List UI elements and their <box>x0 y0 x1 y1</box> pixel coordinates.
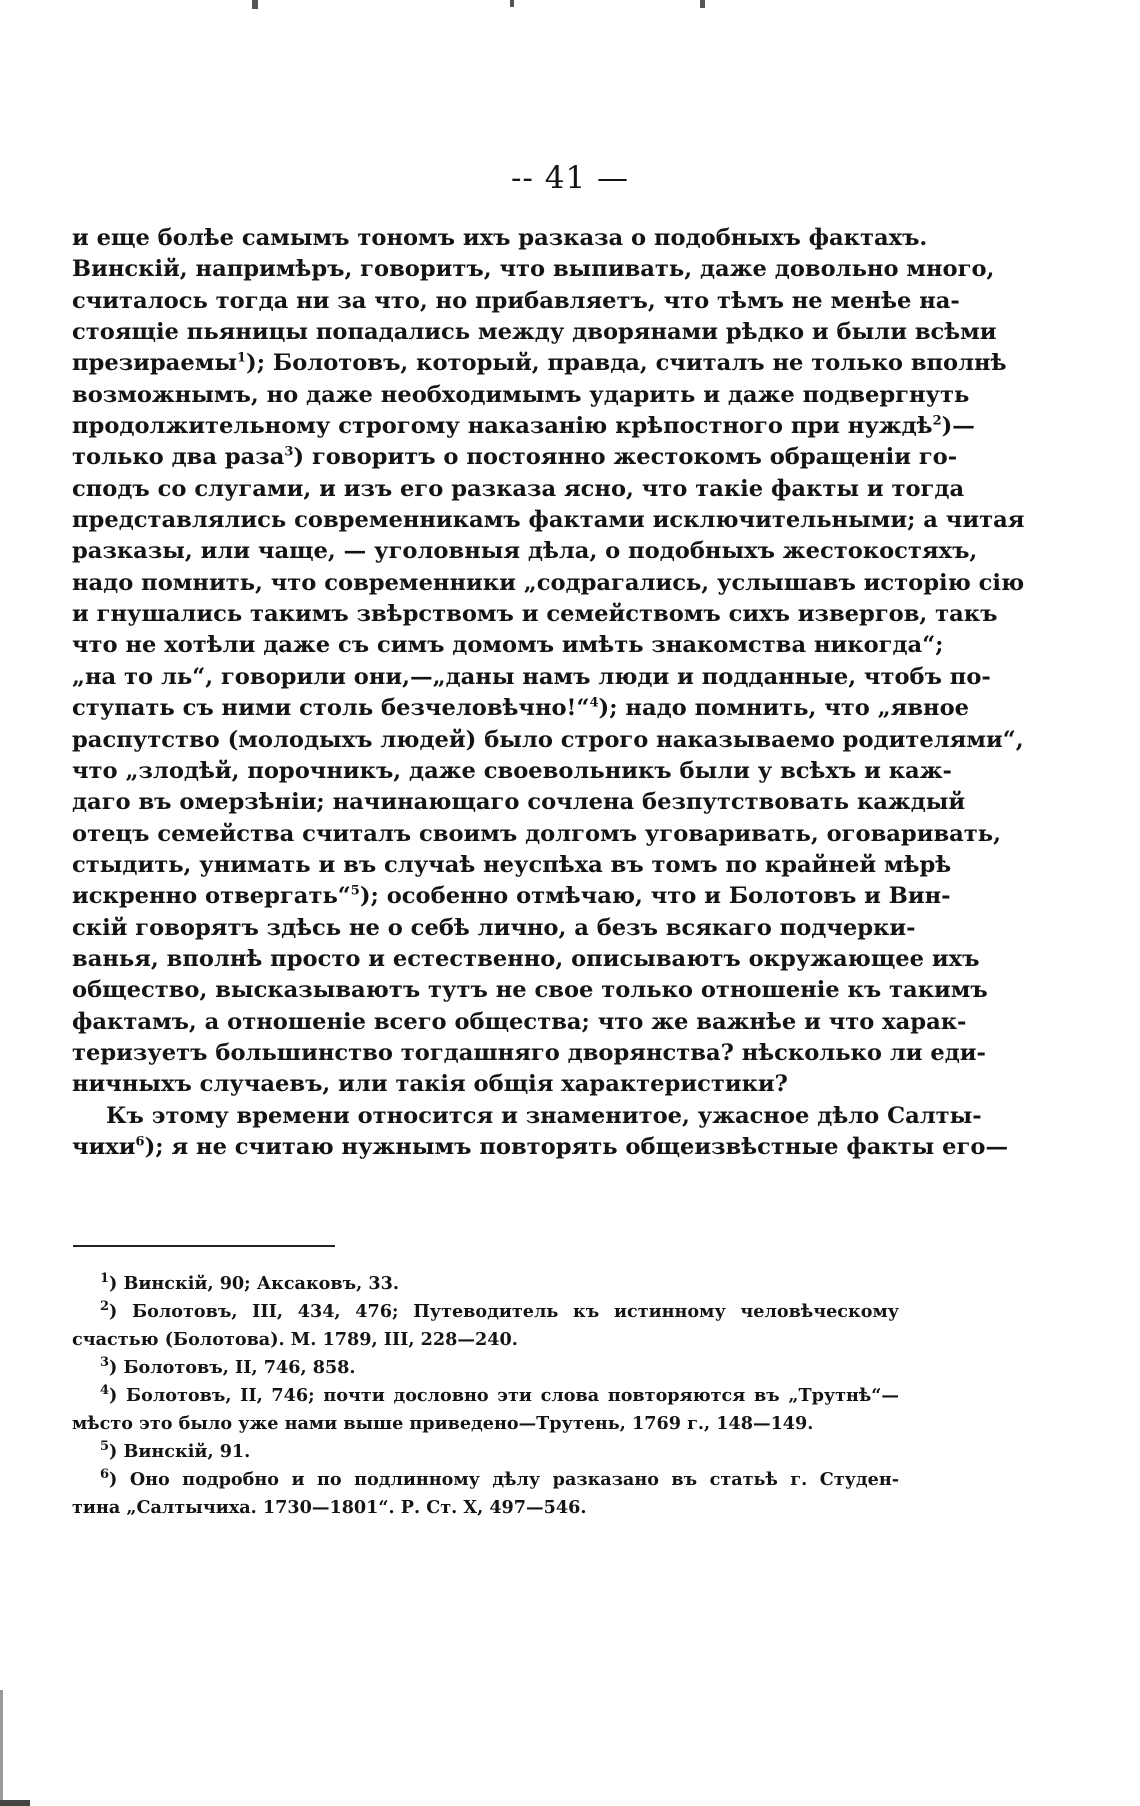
footnote-reference: 2 <box>932 413 942 429</box>
text-line-content: продолжительному строгому наказанію крѣпостного при нуждѣ <box>72 413 933 440</box>
footnote-line <box>100 1382 899 1410</box>
footnote-line <box>100 1270 899 1298</box>
text-line-content: ничныхъ случаевъ, или такія общія характеристики? <box>72 1071 788 1098</box>
text-line <box>72 380 970 411</box>
text-line-content: что не хотѣли даже съ симъ домомъ имѣть знакомства никогда“; <box>72 632 944 659</box>
text-line <box>72 599 998 630</box>
footnote-text: ) Болотовъ, III, 434, 476; Путеводитель къ истинному человѣческому <box>109 1301 899 1322</box>
text-line <box>72 756 952 787</box>
text-line <box>72 630 944 661</box>
text-line-continuation: ); особенно отмѣчаю, что и Болотовъ и Вин- <box>359 883 951 910</box>
text-line <box>72 819 1002 850</box>
text-line <box>72 254 995 285</box>
text-line-content: ванья, вполнѣ просто и естественно, описываютъ окружающее ихъ <box>72 945 980 972</box>
text-line <box>72 348 1007 379</box>
footnote-reference: 4 <box>589 695 599 711</box>
footnote-line <box>100 1466 899 1494</box>
text-line-content: только два раза <box>72 444 285 471</box>
footnote <box>72 1382 899 1438</box>
text-line <box>72 975 988 1006</box>
text-line-content: распутство (молодыхъ людей) было строго наказываемо родителями“, <box>72 726 1024 753</box>
text-line-content: ступать съ ними столь безчеловѣчно!“ <box>72 695 590 722</box>
text-line-content: разказы, или чаще, — уголовныя дѣла, о подобныхъ жестокостяхъ, <box>72 538 978 565</box>
text-line <box>72 1007 967 1038</box>
text-line-content: чихи <box>72 1133 136 1160</box>
text-line <box>72 568 1025 599</box>
footnote <box>100 1354 899 1382</box>
text-line-content: надо помнить, что современники „содрагались, услышавъ исторію сію <box>72 569 1025 596</box>
text-line-content: даго въ омерзѣніи; начинающаго сочлена безпутствовать каждый <box>72 789 966 816</box>
text-line-continuation: ); надо помнить, что „явное <box>598 695 970 722</box>
text-line <box>72 913 916 944</box>
scan-top-edge <box>0 0 1140 12</box>
footnote-line <box>100 1438 899 1466</box>
text-line-content: скій говорятъ здѣсь не о себѣ лично, а безъ всякаго подчерки- <box>72 914 916 941</box>
text-line <box>72 1101 982 1132</box>
text-line-content: стыдить, унимать и въ случаѣ неуспѣха въ томъ по крайней мѣрѣ <box>72 851 952 878</box>
text-line <box>72 317 997 348</box>
footnote <box>72 1466 899 1522</box>
text-line <box>72 787 966 818</box>
text-line-continuation: )— <box>941 413 975 440</box>
text-line <box>72 1132 1009 1163</box>
footnote <box>100 1270 899 1298</box>
footnote-text: ) Оно подробно и по подлинному дѣлу разказано въ статьѣ г. Студен- <box>109 1469 899 1490</box>
text-line <box>72 693 970 724</box>
text-line <box>72 442 958 473</box>
text-line <box>72 286 960 317</box>
text-line-continuation: ); Болотовъ, который, правда, считалъ не только вполнѣ <box>246 350 1007 377</box>
text-line <box>72 536 978 567</box>
text-line <box>72 850 952 881</box>
footnote-line <box>72 1410 899 1438</box>
footnote-reference: 1 <box>236 350 247 366</box>
footnote-text: мѣсто это было уже нами выше приведено—Трутень, 1769 г., 148—149. <box>72 1413 814 1434</box>
text-line-content: презираемы <box>72 350 237 377</box>
text-line-content: „на то ль“, говорили они,—„даны намъ люди и подданные, чтобъ по- <box>72 663 991 690</box>
footnote <box>100 1438 899 1466</box>
footnote-number: 6 <box>100 1467 110 1483</box>
footnote-text: ) Болотовъ, II, 746; почти дословно эти слова повторяются въ „Трутнѣ“— <box>109 1385 899 1406</box>
text-line-content: что „злодѣй, порочникъ, даже своевольникъ были у всѣхъ и каж- <box>72 757 952 784</box>
text-line-continuation: ) говоритъ о постоянно жестокомъ обращеніи го- <box>293 444 958 471</box>
text-line-content: и гнушались такимъ звѣрствомъ и семействомъ сихъ извергов, такъ <box>72 601 998 628</box>
text-line-content: отецъ семейства считалъ своимъ долгомъ уговаривать, оговаривать, <box>72 820 1002 847</box>
footnote-line <box>72 1494 899 1522</box>
scan-left-edge <box>0 1690 3 1806</box>
footnote-line <box>100 1354 899 1382</box>
text-line-content: искренно отвергать“ <box>72 883 351 910</box>
text-line <box>72 223 928 254</box>
text-line <box>72 1069 898 1100</box>
footnote-line <box>100 1298 899 1326</box>
footnotes <box>72 1270 899 1522</box>
text-line <box>72 411 975 442</box>
footnote-text: тина „Салтычиха. 1730—1801“. Р. Ст. X, 497—546. <box>72 1497 587 1518</box>
footnote-number: 4 <box>100 1383 110 1399</box>
text-line <box>72 944 980 975</box>
footnote-number: 1 <box>100 1271 110 1287</box>
footnote-text: ) Винскій, 91. <box>109 1441 251 1462</box>
text-line <box>72 505 1025 536</box>
page-number: -- 41 — <box>510 160 630 196</box>
footnote-text: ) Болотовъ, II, 746, 858. <box>109 1357 356 1378</box>
scan-bottom-mark <box>0 1800 30 1806</box>
main-text <box>72 223 1025 1163</box>
text-line-content: Къ этому времени относится и знаменитое, ужасное дѣло Салты- <box>106 1102 982 1129</box>
footnote-number: 5 <box>100 1439 110 1455</box>
text-line-content: теризуетъ большинство тогдашняго дворянства? нѣсколько ли еди- <box>72 1039 986 1066</box>
text-line-content: стоящіе пьяницы попадались между дворянами рѣдко и были всѣми <box>72 319 997 346</box>
text-line-content: возможнымъ, но даже необходимымъ ударить и даже подвергнуть <box>72 381 970 408</box>
footnote-text: счастью (Болотова). М. 1789, III, 228—240. <box>72 1329 518 1350</box>
text-line-content: общество, высказываютъ тутъ не свое только отношеніе къ такимъ <box>72 977 988 1004</box>
text-line-content: Винскій, напримѣръ, говоритъ, что выпивать, даже довольно много, <box>72 256 995 283</box>
footnote-number: 3 <box>100 1355 110 1371</box>
text-line <box>72 474 965 505</box>
text-line <box>72 725 1024 756</box>
footnote-text: ) Винскій, 90; Аксаковъ, 33. <box>109 1273 399 1294</box>
footnote-reference: 3 <box>284 444 294 460</box>
text-line <box>72 881 951 912</box>
text-line-content: сподъ со слугами, и изъ его разказа ясно, что такіе факты и тогда <box>72 475 965 502</box>
text-line-content: считалось тогда ни за что, но прибавляетъ, что тѣмъ не менѣе на- <box>72 287 960 314</box>
footnote-reference: 5 <box>350 883 360 899</box>
text-line <box>72 1038 986 1069</box>
footnote-reference: 6 <box>135 1134 145 1150</box>
footnote-number: 2 <box>100 1299 110 1315</box>
text-line-content: и еще болѣе самымъ тономъ ихъ разказа о подобныхъ фактахъ. <box>72 225 928 251</box>
text-line <box>72 662 991 693</box>
text-line-content: фактамъ, а отношеніе всего общества; что же важнѣе и что харак- <box>72 1008 967 1035</box>
text-line-content: представлялись современникамъ фактами исключительными; а читая <box>72 507 1025 534</box>
text-line-continuation: ); я не считаю нужнымъ повторять общеизвѣстные факты его— <box>144 1133 1009 1160</box>
footnote <box>72 1298 899 1354</box>
footnote-line <box>72 1326 899 1354</box>
footnote-separator <box>73 1245 335 1247</box>
